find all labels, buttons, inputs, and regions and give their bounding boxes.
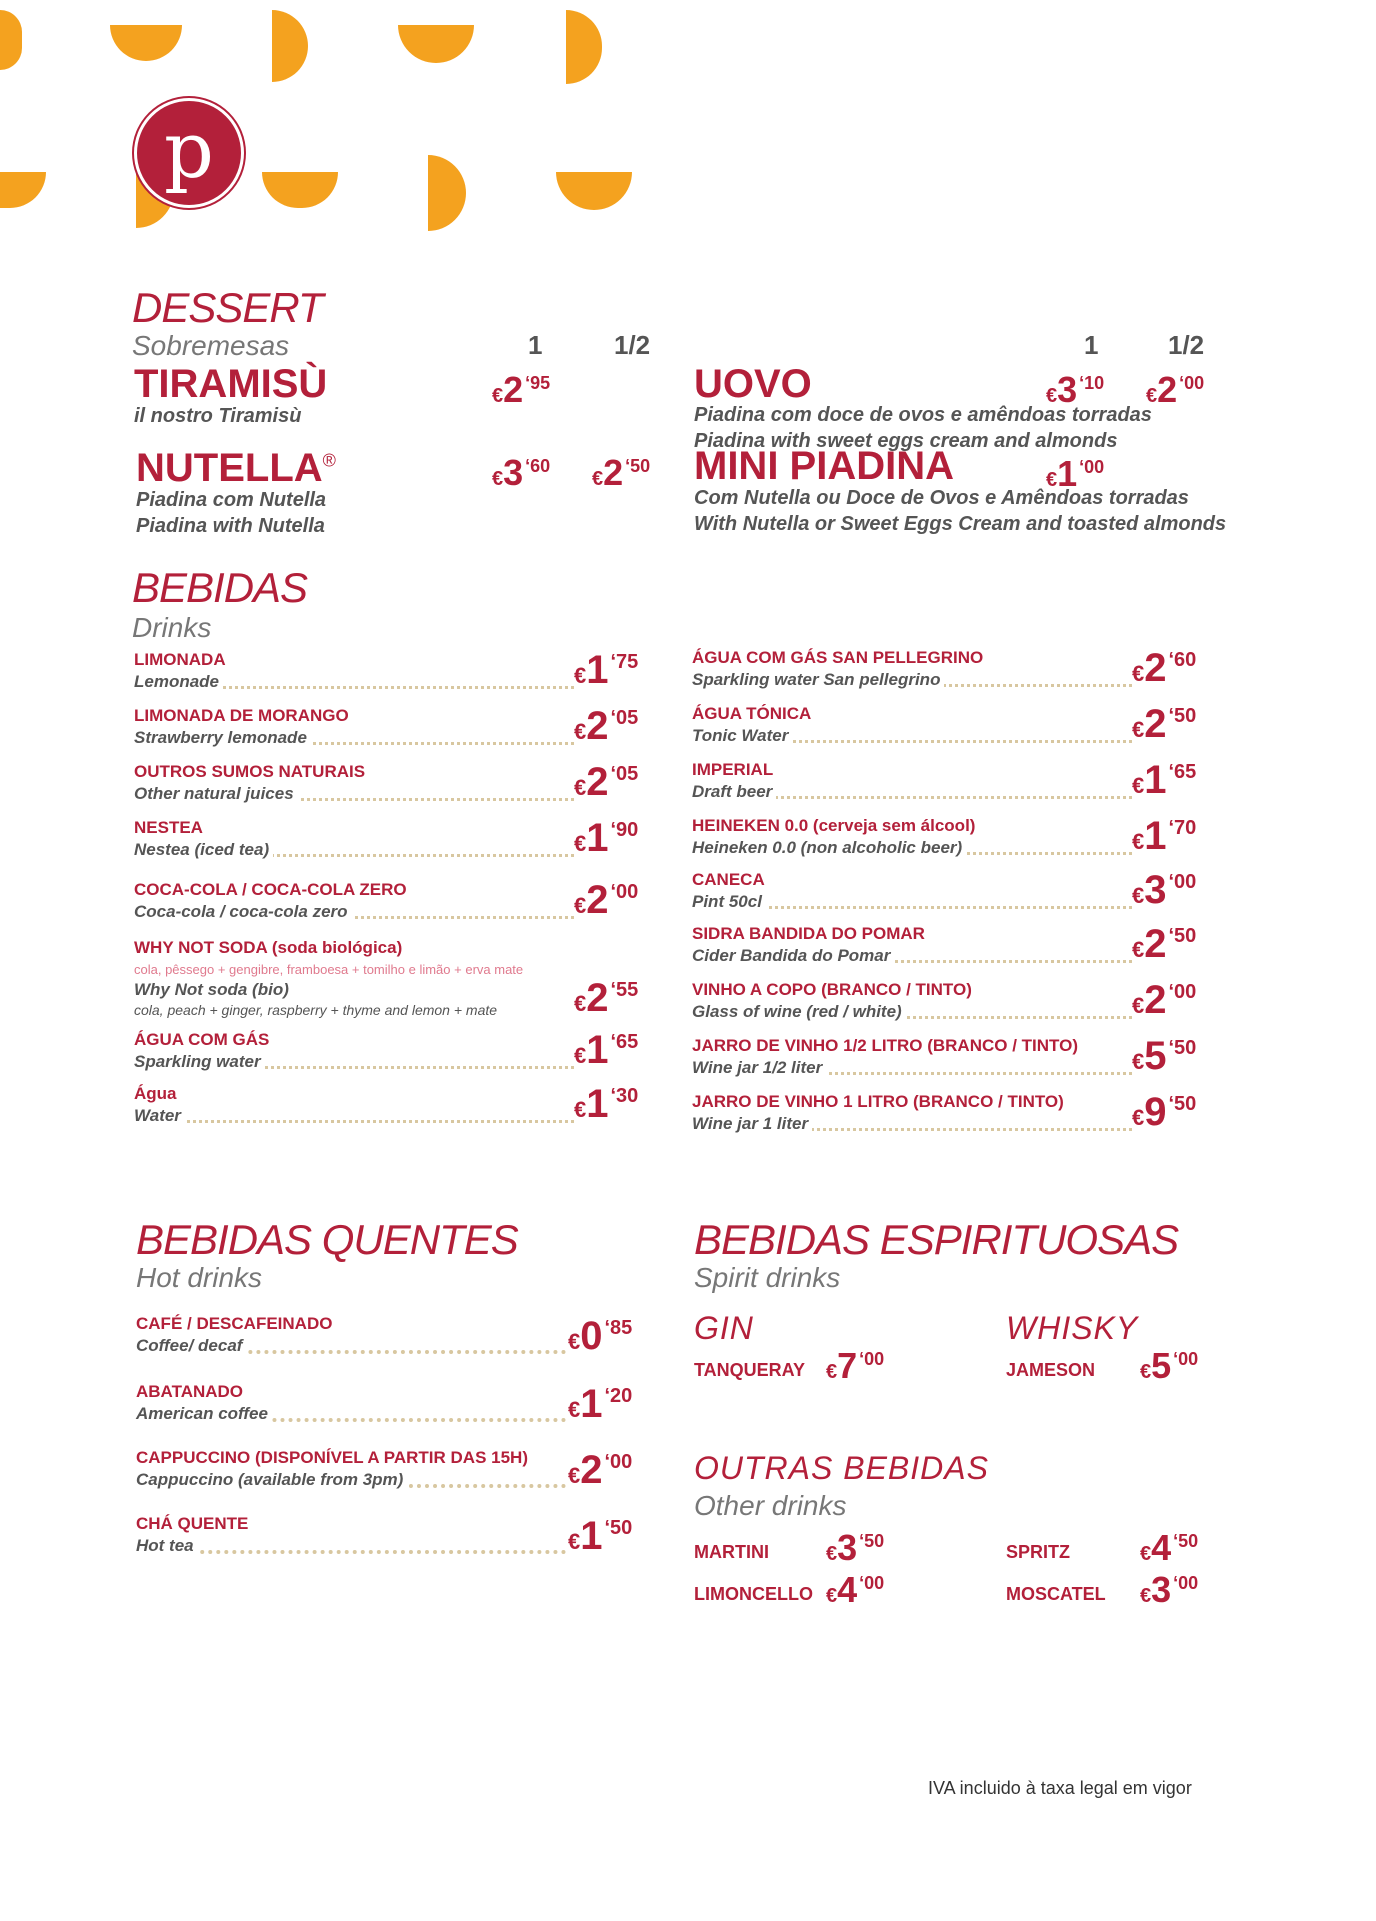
deco-half-circle (272, 10, 308, 82)
column-header-full-right: 1 (1084, 330, 1099, 360)
section-subtitle-bebidas: Drinks (132, 612, 212, 643)
list-item (692, 870, 1232, 922)
item-name-en: Coca-cola / coca-cola zero (134, 902, 352, 922)
spirit-price: €7 ‘00 (826, 1345, 885, 1386)
item-name-en: Other natural juices (134, 784, 298, 804)
list-item (136, 1448, 666, 1500)
deco-half-circle (262, 172, 338, 208)
section-subtitle-outras: Other drinks (694, 1490, 847, 1521)
section-title-espirituosas: BEBIDAS ESPIRITUOSAS (694, 1216, 1179, 1263)
item-name-en: Cappuccino (available from 3pm) (136, 1470, 407, 1490)
dessert-name: TIRAMISÙ (134, 362, 328, 406)
spirit-heading-gin: GIN (694, 1310, 754, 1346)
dessert-price-half: €2 ‘00 (1146, 369, 1205, 410)
item-name-en: Sparkling water San pellegrino (692, 670, 944, 690)
logo (134, 98, 244, 208)
item-name-en: Wine jar 1 liter (692, 1114, 812, 1134)
item-price: €2 ‘05 (574, 760, 639, 804)
item-price: €1 ‘20 (568, 1382, 633, 1426)
spirit-name: TANQUERAY (694, 1360, 806, 1380)
other-drink-name: MOSCATEL (1006, 1584, 1106, 1604)
dessert-price: €3 ‘60 (492, 452, 551, 493)
section-title-dessert: DESSERT (132, 284, 323, 331)
item-name-en: Strawberry lemonade (134, 728, 311, 748)
item-name: LIMONADA (134, 650, 226, 669)
item-name: CAPPUCCINO (DISPONÍVEL A PARTIR DAS 15H) (136, 1448, 528, 1467)
other-drink-name: LIMONCELLO (694, 1584, 813, 1604)
dessert-desc: il nostro Tiramisù (134, 405, 302, 427)
item-name-en: Cider Bandida do Pomar (692, 946, 894, 966)
list-item (692, 760, 1232, 812)
item-name: Água (134, 1084, 177, 1103)
item-name: VINHO A COPO (BRANCO / TINTO) (692, 980, 972, 999)
spirit-name: JAMESON (1006, 1360, 1096, 1380)
list-item (692, 648, 1232, 700)
item-name: ÁGUA COM GÁS (134, 1030, 270, 1049)
list-item (692, 704, 1232, 756)
item-name-en: Pint 50cl (692, 892, 766, 912)
item-name-en: Sparkling water (134, 1052, 265, 1072)
item-detail-pt: cola, pêssego + gengibre, framboesa + tomilho e limão + erva mate (134, 962, 524, 977)
dotted-leader (136, 1550, 566, 1554)
dessert-price: €2 ‘95 (492, 369, 551, 410)
item-price: €3 ‘00 (1132, 868, 1197, 912)
item-name: CHÁ QUENTE (136, 1514, 249, 1533)
item-detail-en: cola, peach + ginger, raspberry + thyme and lemon + mate (134, 1002, 501, 1018)
deco-half-circle (556, 172, 632, 210)
list-item (134, 706, 664, 758)
item-name-en: Glass of wine (red / white) (692, 1002, 906, 1022)
item-price: €9 ‘50 (1132, 1090, 1197, 1134)
list-item (692, 1092, 1232, 1144)
item-name: NESTEA (134, 818, 203, 837)
other-drink-price: €3 ‘50 (826, 1527, 885, 1568)
section-title-bebidas: BEBIDAS (132, 564, 308, 611)
list-item (136, 1514, 666, 1566)
item-price: €2 ‘55 (574, 976, 639, 1020)
list-item (136, 1382, 666, 1434)
item-price: €5 ‘50 (1132, 1034, 1197, 1078)
item-price: €1 ‘75 (574, 648, 639, 692)
list-item (134, 938, 664, 1018)
list-item (134, 762, 664, 814)
section-subtitle-quentes: Hot drinks (136, 1262, 263, 1293)
other-drink-price: €4 ‘50 (1140, 1527, 1199, 1568)
item-name-en: Nestea (iced tea) (134, 840, 273, 860)
item-name: LIMONADA DE MORANGO (134, 706, 349, 725)
spirit-price: €5 ‘00 (1140, 1345, 1199, 1386)
section-subtitle-dessert: Sobremesas (132, 330, 290, 361)
deco-half-circle (0, 10, 22, 70)
item-name-en: Heineken 0.0 (non alcoholic beer) (692, 838, 966, 858)
item-price: €2 ‘05 (574, 704, 639, 748)
item-name-en: Coffee/ decaf (136, 1336, 246, 1356)
list-item (134, 1084, 664, 1136)
item-name-en: Why Not soda (bio) (134, 980, 289, 999)
deco-half-circle (110, 25, 182, 61)
deco-half-circle (566, 10, 602, 84)
item-name-en: Lemonade (134, 672, 223, 692)
other-drink-name: SPRITZ (1006, 1542, 1071, 1562)
item-name: SIDRA BANDIDA DO POMAR (692, 924, 925, 943)
deco-half-circle (0, 172, 46, 208)
item-price: €2 ‘50 (1132, 922, 1197, 966)
item-price: €2 ‘60 (1132, 646, 1197, 690)
item-price: €1 ‘65 (574, 1028, 639, 1072)
item-name: OUTROS SUMOS NATURAIS (134, 762, 366, 781)
item-price: €0 ‘85 (568, 1314, 633, 1358)
list-item (134, 650, 664, 702)
item-name: HEINEKEN 0.0 (cerveja sem álcool) (692, 816, 976, 835)
dessert-desc: Com Nutella ou Doce de Ovos e Amêndoas torradas (694, 487, 1189, 509)
item-price: €1 ‘65 (1132, 758, 1197, 802)
item-name: WHY NOT SODA (soda biológica) (134, 938, 403, 957)
item-name-en: Water (134, 1106, 185, 1126)
item-name-en: Draft beer (692, 782, 776, 802)
deco-half-circle (428, 155, 466, 231)
dessert-desc: Piadina com Nutella (136, 489, 327, 511)
logo-letter: p (164, 106, 214, 196)
section-subtitle-espirituosas: Spirit drinks (694, 1262, 841, 1293)
spirit-heading-whisky: WHISKY (1006, 1310, 1139, 1346)
section-title-outras: OUTRAS BEBIDAS (694, 1450, 989, 1486)
item-price: €2 ‘00 (1132, 978, 1197, 1022)
column-header-half: 1/2 (614, 330, 651, 360)
item-name: CAFÉ / DESCAFEINADO (136, 1314, 333, 1333)
section-title-quentes: BEBIDAS QUENTES (136, 1216, 518, 1263)
item-price: €1 ‘30 (574, 1082, 639, 1126)
list-item (692, 1036, 1232, 1088)
list-item (692, 924, 1232, 976)
item-price: €1 ‘90 (574, 816, 639, 860)
list-item (134, 880, 664, 932)
list-item (692, 816, 1232, 868)
dotted-leader (134, 1120, 574, 1123)
dessert-name: MINI PIADINA (694, 444, 954, 488)
list-item (692, 980, 1232, 1032)
item-name: JARRO DE VINHO 1 LITRO (BRANCO / TINTO) (692, 1092, 1064, 1111)
list-item (136, 1314, 666, 1366)
dessert-desc: With Nutella or Sweet Eggs Cream and toasted almonds (694, 513, 1227, 535)
footer-vat-note: IVA incluido à taxa legal em vigor (928, 1778, 1192, 1798)
list-item (134, 1030, 664, 1082)
item-price: €2 ‘00 (568, 1448, 633, 1492)
item-name: CANECA (692, 870, 765, 889)
item-name-en: Wine jar 1/2 liter (692, 1058, 826, 1078)
dessert-price-half: €2 ‘50 (592, 452, 651, 493)
item-name: ÁGUA COM GÁS SAN PELLEGRINO (692, 648, 984, 667)
dessert-desc: Piadina with sweet eggs cream and almonds (694, 430, 1118, 452)
column-header-full: 1 (528, 330, 543, 360)
item-price: €2 ‘50 (1132, 702, 1197, 746)
item-name-en: American coffee (136, 1404, 272, 1424)
dessert-name: NUTELLA® (136, 446, 336, 490)
item-name-en: Hot tea (136, 1536, 198, 1556)
dessert-name: UOVO (694, 362, 812, 406)
item-name: JARRO DE VINHO 1/2 LITRO (BRANCO / TINTO) (692, 1036, 1078, 1055)
deco-half-circle (398, 25, 474, 63)
other-drink-name: MARTINI (694, 1542, 769, 1562)
item-name: COCA-COLA / COCA-COLA ZERO (134, 880, 407, 899)
item-name: ÁGUA TÓNICA (692, 704, 812, 723)
item-name-en: Tonic Water (692, 726, 792, 746)
item-name: IMPERIAL (692, 760, 774, 779)
column-header-half-right: 1/2 (1168, 330, 1205, 360)
item-price: €1 ‘50 (568, 1514, 633, 1558)
other-drink-price: €4 ‘00 (826, 1569, 885, 1610)
dessert-desc: Piadina com doce de ovos e amêndoas torradas (694, 404, 1152, 426)
other-drink-price: €3 ‘00 (1140, 1569, 1199, 1610)
dessert-price: €3 ‘10 (1046, 369, 1105, 410)
list-item (134, 818, 664, 870)
dessert-price: €1 ‘00 (1046, 453, 1105, 494)
item-price: €1 ‘70 (1132, 814, 1197, 858)
dessert-desc: Piadina with Nutella (136, 515, 325, 537)
item-price: €2 ‘00 (574, 878, 639, 922)
item-name: ABATANADO (136, 1382, 244, 1401)
